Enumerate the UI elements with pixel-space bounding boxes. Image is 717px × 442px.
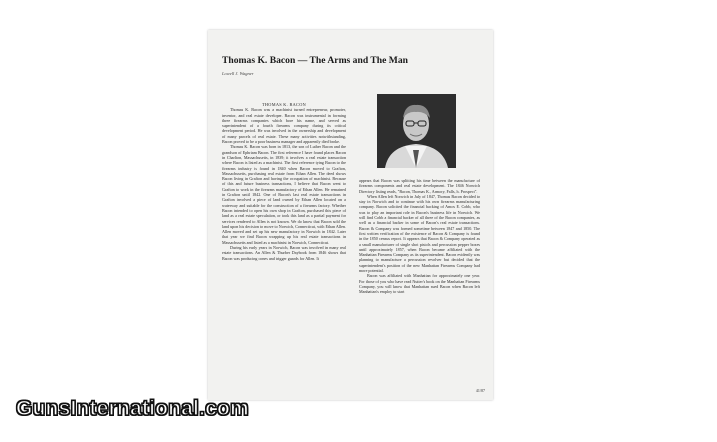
site-watermark <box>16 397 249 421</box>
article-title: Thomas K. Bacon — The Arms and The Man <box>222 55 408 66</box>
paragraph: Bacon was affiliated with Manhattan for approximately one year. For those of you who have read Nutter's book on the Manhattan Firearms Company, you will know that Manhattan sued Bacon when Bacon left Manhattan's employ to start <box>359 273 480 295</box>
watermark-text: GunsInternational.com <box>16 397 249 420</box>
page-number: 41/87 <box>475 388 485 393</box>
left-column <box>222 102 346 261</box>
magazine-page <box>208 30 493 400</box>
paragraph: Thomas K. Bacon was born in 1813, the son of Luther Bacon and the grandson of Ephriam Bacon. The first reference I have found places Bacon in Charlton, Massachusetts, in 1839; it involves a real estate transaction where Bacon is listed as a machinist. The first reference tying Bacon to the firearms industry is found in 1840 when Bacon moved to Grafton, Massachusetts, purchasing real estate from Ethan Allen. The deed shows Bacon living in Grafton and having the occupation of machinist. Because of this and future business transactions, I believe that Bacon went to Grafton to work in the firearms manufactory of Ethan Allen. He remained in Grafton until 1842. One of Bacon's last real estate transactions in Grafton involved a piece of land owned by Ethan Allen located on a waterway and suitable for the construction of a firearms factory. Whether Bacon intended to open his own shop in Grafton, purchased this piece of land as a real estate speculation, or took this land as a partial payment for services rendered to Allen is not known. We do know that Bacon sold the land upon his decision to move to Norwich, Connecticut, with Ethan Allen. Allen moved and set up his new manufactory in Norwich in 1842. Later that year we find Bacon wrapping up his real estate transactions in Massachusetts and listed as a machinist in Norwich, Connecticut. <box>222 144 346 245</box>
article-byline: Lowell J. Wagner <box>222 71 254 76</box>
paragraph: During his early years in Norwich, Bacon was involved in many real estate transactions. An Allen & Thurber Daybook from 1846 shows that Bacon was producing cones and trigger guards for Allen. It <box>222 245 346 261</box>
paragraph: Thomas K. Bacon was a machinist turned entrepreneur, promoter, inventor, and real estate developer. Bacon was instrumental in forming three firearms companies which bore his name, and served as superintendent of a fourth firearms company during its critical development period. He was involved in the ownership and development of many parcels of real estate. These many activities notwithstanding, Bacon proved to be a poor business manager and apparently died broke. <box>222 107 346 145</box>
photo-caption: THOMAS K. BACON <box>261 102 306 107</box>
paragraph: appears that Bacon was splitting his time between the manufacture of firearms components and real estate development. The 1846 Norwich Directory listing reads, "Bacon, Thomas K., Armory, Falls, h. Prospect". <box>359 178 480 194</box>
right-column <box>359 178 480 295</box>
paragraph: When Allen left Norwich in July of 1847, Thomas Bacon decided to stay in Norwich and to continue with his own firearms manufacturing company. Bacon solicited the financial backing of Amos E. Cobb, who was to play an important role in Bacon's business life in Norwich. We will find Cobb a financial backer of all three of the Bacon companies, as well as a financial backer in some of Bacon's real estate transactions. Bacon & Company was formed sometime between 1847 and 1850. The first written verification of the existence of Bacon & Company is found in the 1850 census report. It appears that Bacon & Company operated as a small manufacturer of single shot pistols and percussion pepper boxes until approximately 1857, when Bacon became affiliated with the Manhattan Firearms Company as its superintendent. Bacon evidently was planning to manufacture a percussion revolver but decided that the superintendent's position of the new Manhattan Firearms Company had more potential. <box>359 193 480 274</box>
portrait-photo <box>377 94 456 168</box>
